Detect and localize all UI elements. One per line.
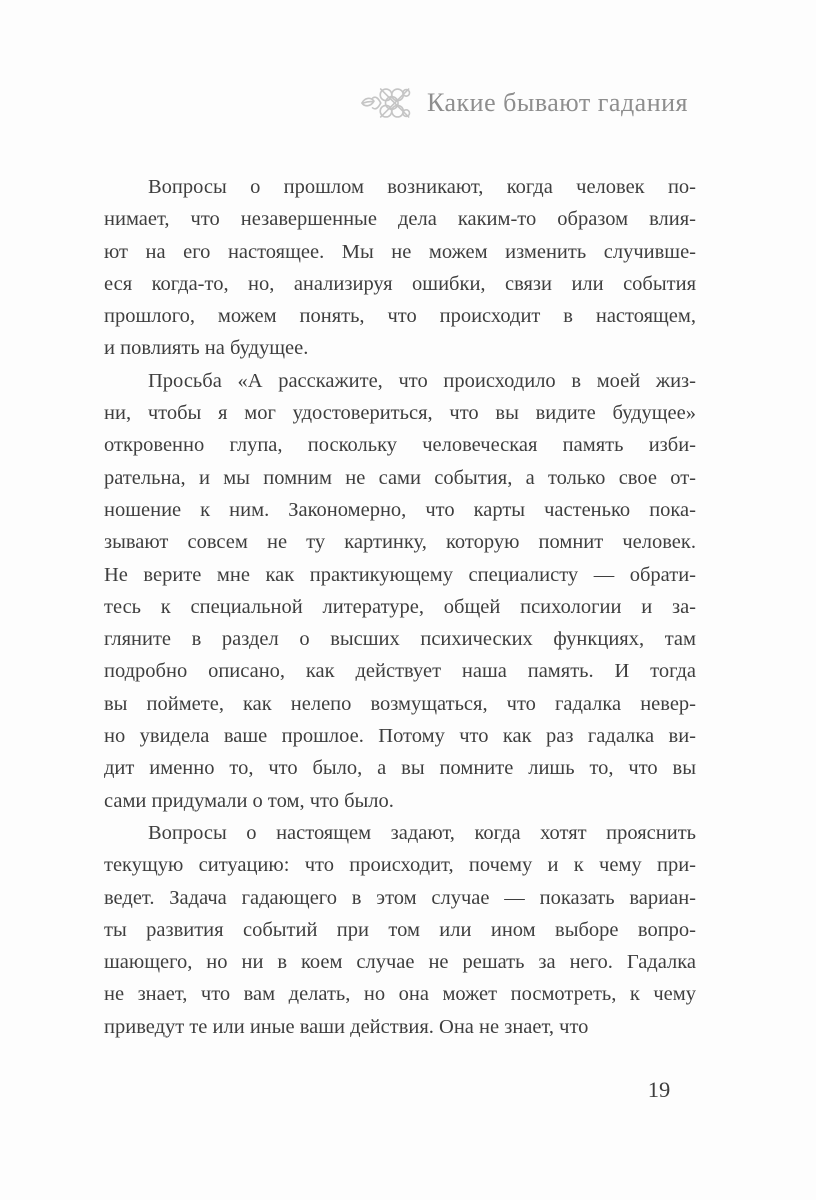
text-line: ты развития событий при том или ином выборе вопро- xyxy=(104,918,696,941)
text-line: вы поймете, как нелепо возмущаться, что гадалка невер- xyxy=(104,692,696,715)
text-line: но увидела ваше прошлое. Потому что как раз гадалка ви- xyxy=(104,725,696,748)
text-line: откровенно глупа, поскольку человеческая память изби- xyxy=(104,434,696,457)
text-line: Просьба «А расскажите, что происходило в моей жиз- xyxy=(148,369,696,392)
text-line: прошлого, можем понять, что происходит в настоящем, xyxy=(104,305,696,328)
text-line: сами придумали о том, что было. xyxy=(104,789,394,812)
text-line: тесь к специальной литературе, общей психологии и за- xyxy=(104,595,696,618)
text-line: и повлиять на будущее. xyxy=(104,337,309,360)
text-line: Не верите мне как практикующему специалисту — обрати- xyxy=(104,563,696,586)
knot-ornament-icon xyxy=(360,84,412,122)
text-line: не знает, что вам делать, но она может посмотреть, к чему xyxy=(104,983,696,1006)
text-line: приведут те или иные ваши действия. Она не знает, что xyxy=(104,1015,589,1038)
text-line: рательна, и мы помним не сами события, а только свое от- xyxy=(104,466,696,489)
page-header xyxy=(360,84,688,122)
text-line: еся когда-то, но, анализируя ошибки, связи или события xyxy=(104,272,696,295)
running-title: Какие бывают гадания xyxy=(427,88,688,117)
text-line: нимает, что незавершенные дела каким-то образом влия- xyxy=(104,208,696,231)
text-line: ни, чтобы я мог удостовериться, что вы видите будущее» xyxy=(104,402,696,425)
page-number: 19 xyxy=(647,1077,671,1102)
body-text xyxy=(104,171,696,1043)
text-line: ношение к ним. Закономерно, что карты частенько пока- xyxy=(104,498,696,521)
text-line: подробно описано, как действует наша память. И тогда xyxy=(104,660,696,683)
text-line: Вопросы о настоящем задают, когда хотят прояснить xyxy=(148,821,696,844)
text-line: зывают совсем не ту картинку, которую помнит человек. xyxy=(104,531,696,554)
text-line: текущую ситуацию: что происходит, почему и к чему при- xyxy=(104,854,696,877)
text-line: дит именно то, что было, а вы помните лишь то, что вы xyxy=(104,757,696,780)
text-line: гляните в раздел о высших психических функциях, там xyxy=(104,628,696,651)
text-line: Вопросы о прошлом возникают, когда человек по- xyxy=(148,176,696,198)
text-line: ют на его настоящее. Мы не можем изменить случивше- xyxy=(104,240,696,263)
text-line: ведет. Задача гадающего в этом случае — показать вариан- xyxy=(104,886,696,909)
text-line: шающего, но ни в коем случае не решать за него. Гадалка xyxy=(104,951,696,974)
